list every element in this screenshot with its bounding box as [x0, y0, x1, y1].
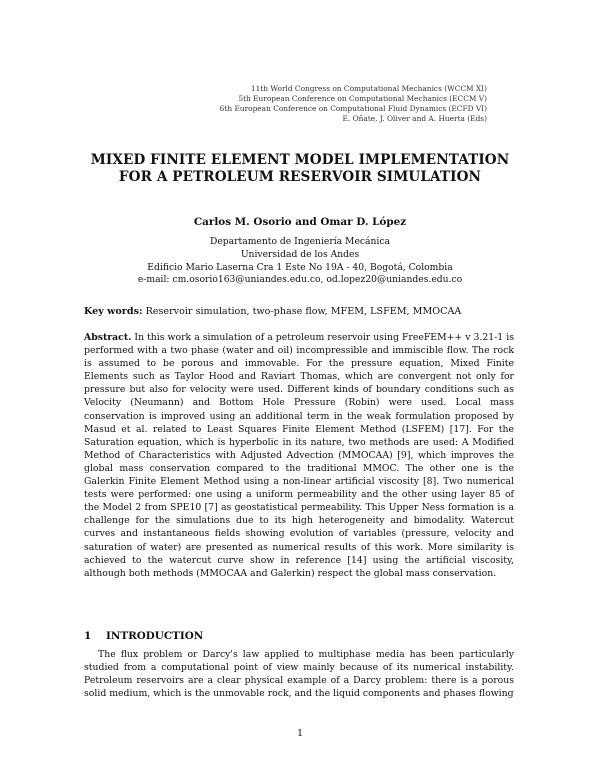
paper-title [0, 152, 600, 186]
affiliation-department: Departamento de Ingeniería Mecánica [209, 236, 390, 247]
header-line-2: 5th European Conference on Computational Mechanics (ECCM V) [238, 94, 487, 103]
affiliation-address: Edificio Mario Laserna Cra 1 Este No 19A - 40, Bogotá, Colombia [147, 261, 453, 273]
intro-paragraph: The flux problem or Darcy's law applied to multiphase media has been particularly studied from a computational point of view mainly because of its numerical instability. Petroleum reservoirs are a clear physical example of a Darcy problem: there is a porous solid medium, which is the unmovable rock, and the liquid components and phases flowing [84, 649, 514, 700]
section-heading [84, 630, 203, 642]
introduction-body [84, 648, 514, 700]
section-title: INTRODUCTION [106, 630, 204, 642]
keywords-text: Reservoir simulation, two-phase flow, MFEM, LSFEM, MMOCAA [145, 306, 462, 317]
affiliation-university: Universidad de los Andes [240, 248, 360, 260]
title-line-1: MIXED FINITE ELEMENT MODEL IMPLEMENTATION [90, 152, 510, 168]
header-line-3: 6th European Conference on Computational Fluid Dynamics (ECFD VI) [219, 104, 487, 113]
keywords-label: Key words: [84, 306, 143, 317]
section-number: 1 [84, 630, 92, 642]
abstract-label: Abstract. [84, 332, 132, 343]
authors: Carlos M. Osorio and Omar D. López [193, 216, 407, 228]
header-line-4: E. Oñate, J. Oliver and A. Huerta (Eds) [342, 114, 487, 123]
abstract-text: In this work a simulation of a petroleum reservoir using FreeFEM++ v 3.21-1 is performed with a two phase (water and oil) incompressible and immiscible flow. The rock is assumed to be porous and immovable. For the pressure equation, Mixed Finite Elements such as Taylor Hood and Raviart Thomas, which are convergent not only for pressure but also for velocity were used. Different kinds of boundary conditions such as Velocity (Neumann) and Bottom Hole Pressure (Robin) were used. Local mass conservation is improved using an additional term in the weak formulation proposed by Masud et al. related to Least Squares Finite Element Method (LSFEM) [17]. For the Saturation equation, which is hyperbolic in its nature, two methods are used: A Modified Method of Characteristics with Adjusted Advection (MMOCAA) [9], which improves the global mass conservation compared to the traditional MMOC. The other one is the Galerkin Finite Element Method using a non-linear artificial viscosity [8]. Two numerical tests were performed: one using a uniform permeability and the other using layer 85 of the Model 2 from SPE10 [7] as geostatistical permeability. This Upper Ness formation is a challenge for the simulations due to its high heterogeneity and bimodality. Watercut curves and instantaneous fields showing evolution of variables (pressure, velocity and saturation of water) are presented as numerical results of this work. More similarity is achieved to the watercut curve show in reference [14] using the artificial viscosity, although both methods (MMOCAA and Galerkin) respect the global mass conservation. [84, 332, 514, 579]
affiliation-email: e-mail: cm.osorio163@uniandes.edu.co, od.lopez20@uniandes.edu.co [137, 274, 463, 286]
abstract [84, 331, 514, 580]
affiliation [0, 236, 600, 287]
conference-header [220, 84, 487, 124]
header-line-1: 11th World Congress on Computational Mechanics (WCCM XI) [250, 84, 487, 93]
page-number: 1 [296, 728, 304, 739]
title-line-2: FOR A PETROLEUM RESERVOIR SIMULATION [118, 169, 482, 185]
keywords [84, 306, 514, 317]
